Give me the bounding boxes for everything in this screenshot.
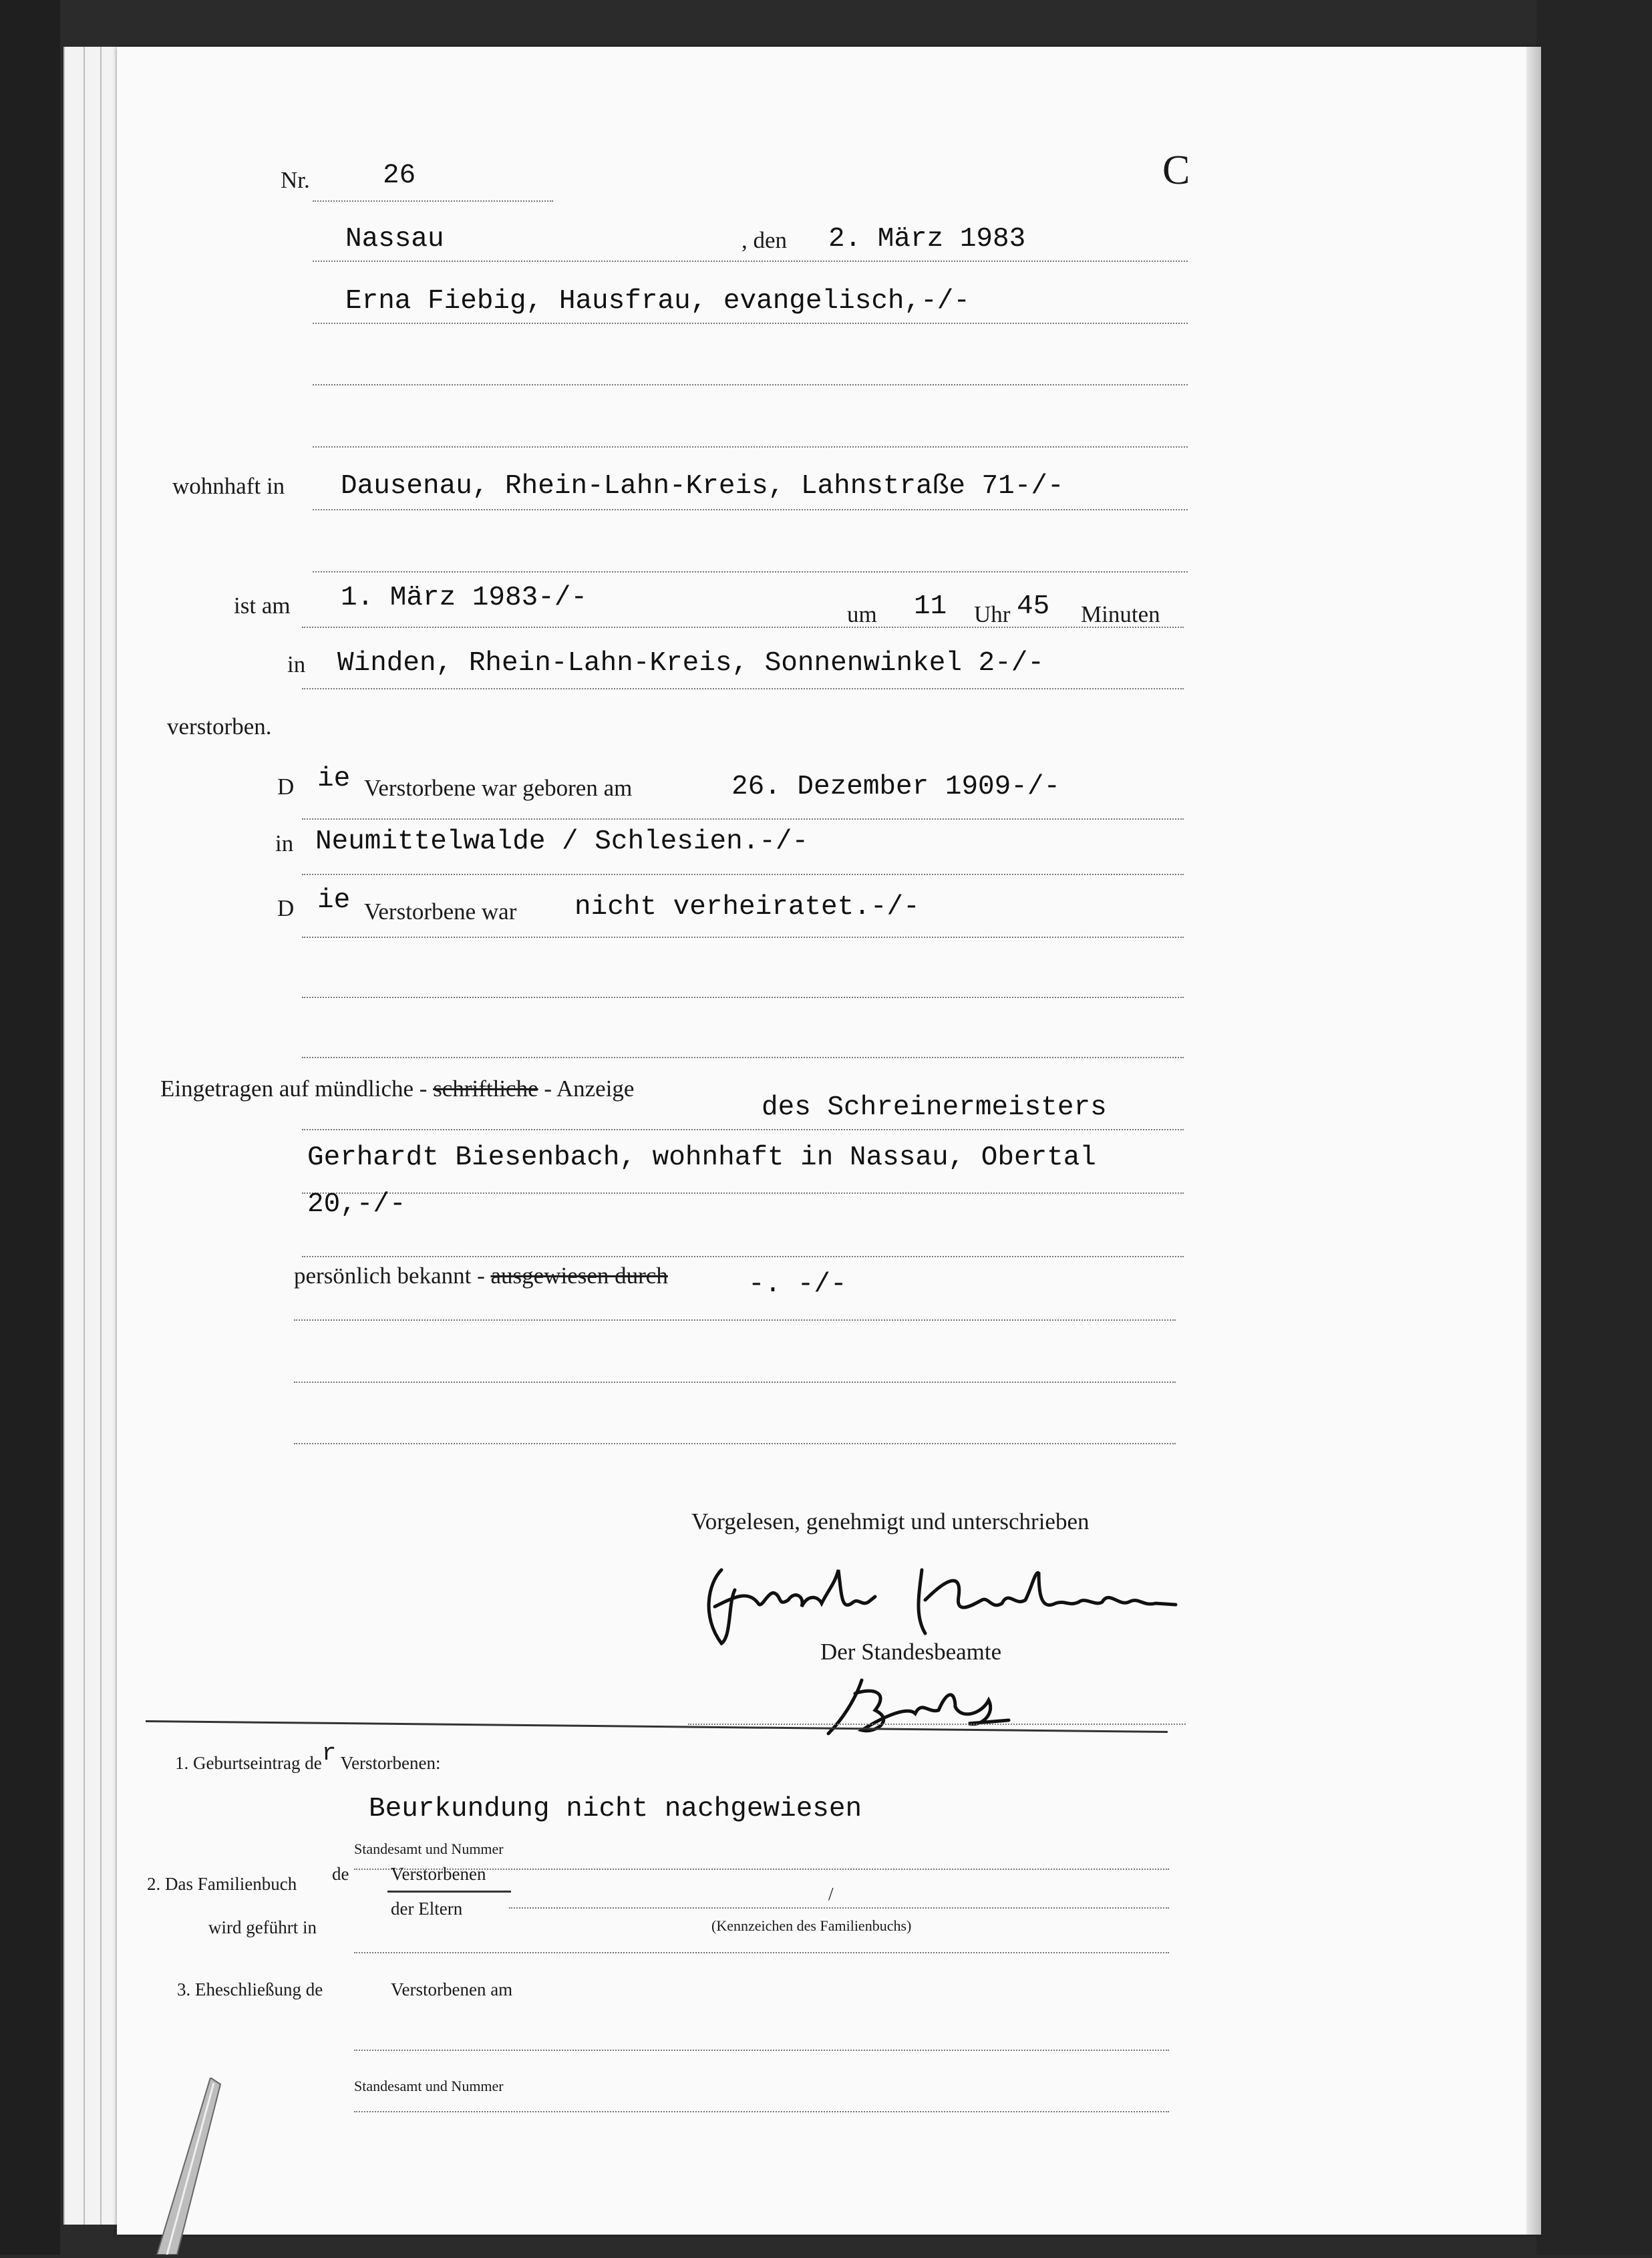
dotted-line	[313, 446, 1188, 448]
standesbeamte-label: Der Standesbeamte	[820, 1639, 1002, 1665]
dotted-line	[313, 571, 1188, 573]
dotted-line	[302, 688, 1184, 689]
wohnhaft-label: wohnhaft in	[172, 473, 285, 499]
register-page	[117, 47, 1540, 2235]
den-label: , den	[741, 227, 788, 253]
death-in-label: in	[287, 651, 306, 677]
registry-date: 2. März 1983	[828, 224, 1026, 255]
item2-gefuehrt: wird geführt in	[208, 1917, 317, 1937]
death-date: 1. März 1983-/-	[341, 583, 588, 613]
form-corner-letter: C	[1162, 148, 1190, 193]
death-place: Winden, Rhein-Lahn-Kreis, Sonnenwinkel 2-/-	[337, 648, 1044, 679]
informant-line1: des Schreinermeisters	[762, 1092, 1107, 1123]
item1-r: r	[321, 1740, 337, 1767]
deceased-name: Erna Fiebig, Hausfrau, evangelisch,-/-	[345, 286, 970, 317]
vorgelesen-label: Vorgelesen, genehmigt und unterschrieben	[691, 1508, 1090, 1535]
registry-place: Nassau	[345, 224, 444, 255]
dotted-line	[294, 1382, 1176, 1383]
dotted-line	[302, 818, 1184, 820]
dotted-line	[294, 1319, 1176, 1321]
marital-label: Verstorbene war	[364, 899, 517, 925]
bekannt-label	[294, 1263, 668, 1289]
uhr-label: Uhr	[974, 601, 1011, 627]
book-spine-left	[0, 0, 60, 2255]
bekannt-suffix: -. -/-	[748, 1269, 847, 1300]
informant-line3: 20,-/-	[307, 1189, 406, 1220]
dotted-line	[302, 874, 1184, 875]
dotted-line	[302, 997, 1184, 998]
nr-label: Nr.	[281, 167, 310, 193]
standesamt-label-2: Standesamt und Nummer	[354, 2078, 504, 2094]
dotted-line	[302, 1129, 1184, 1130]
ist-am-label: ist am	[234, 593, 291, 619]
item2-label: 2. Das Familienbuch	[147, 1874, 297, 1894]
dotted-line	[294, 1443, 1176, 1444]
registration-label-suffix: - Anzeige	[544, 1076, 635, 1102]
death-hour: 11	[914, 591, 947, 622]
birth-place: Neumittelwalde / Schlesien.-/-	[315, 826, 809, 857]
dotted-line	[354, 2050, 1169, 2051]
birth-in-label: in	[275, 830, 294, 856]
birth-record-value: Beurkundung nicht nachgewiesen	[369, 1794, 862, 1824]
pen-icon	[147, 2078, 227, 2255]
marital-value: nicht verheiratet.-/-	[574, 892, 920, 923]
dotted-line	[354, 1952, 1169, 1953]
dotted-line	[354, 2111, 1169, 2112]
nr-value: 26	[383, 160, 416, 191]
informant-line2: Gerhardt Biesenbach, wohnhaft in Nassau, Obertal	[307, 1142, 1096, 1173]
dotted-line	[313, 509, 1188, 510]
item1-label	[175, 1740, 441, 1776]
dotted-line	[313, 384, 1188, 385]
selection-underline	[387, 1891, 511, 1893]
residence-value: Dausenau, Rhein-Lahn-Kreis, Lahnstraße 71-/-	[341, 471, 1064, 502]
dotted-line	[313, 261, 1188, 262]
d-letter: D	[277, 774, 295, 800]
page-gutter	[1526, 47, 1541, 2235]
item2-eltern: der Eltern	[391, 1899, 463, 1919]
dotted-line	[302, 1057, 1184, 1058]
item3-value: Verstorbenen am	[391, 1979, 513, 1999]
d-letter: D	[277, 895, 295, 921]
dotted-line	[302, 937, 1184, 938]
birth-date: 26. Dezember 1909-/-	[731, 772, 1061, 802]
verstorben-label: verstorben.	[167, 713, 272, 740]
minuten-label: Minuten	[1081, 601, 1160, 627]
book-spine-right	[1536, 0, 1652, 2255]
item1-prefix: 1. Geburtseintrag de	[175, 1753, 322, 1773]
dotted-line	[313, 200, 553, 202]
item2-de: de	[332, 1864, 349, 1884]
um-label: um	[847, 601, 877, 627]
dotted-line	[688, 1724, 1186, 1725]
death-minutes: 45	[1017, 591, 1050, 622]
registrar-signature	[822, 1673, 1022, 1747]
dotted-line	[509, 1907, 1169, 1909]
dotted-line	[313, 323, 1188, 324]
registration-label	[160, 1076, 634, 1102]
item3-label: 3. Eheschließung de	[177, 1979, 323, 1999]
dotted-line	[302, 1192, 1184, 1194]
dotted-line	[302, 1256, 1184, 1257]
ie-suffix: ie	[317, 764, 351, 794]
bekannt-prefix: persönlich bekannt -	[294, 1263, 485, 1289]
standesamt-label: Standesamt und Nummer	[354, 1840, 504, 1857]
registration-label-prefix: Eingetragen auf mündliche -	[160, 1076, 428, 1102]
item2-verstorbenen: Verstorbenen	[391, 1864, 486, 1884]
item2-slash: /	[828, 1884, 834, 1904]
bekannt-struck: ausgewiesen durch	[490, 1263, 668, 1289]
dotted-line	[302, 627, 1184, 628]
ie-suffix: ie	[317, 885, 351, 916]
registration-label-struck: schriftliche	[433, 1076, 538, 1102]
geboren-label: Verstorbene war geboren am	[364, 775, 633, 801]
kennzeichen-label: (Kennzeichen des Familienbuchs)	[711, 1917, 912, 1934]
item1-suffix: Verstorbenen:	[340, 1753, 441, 1773]
